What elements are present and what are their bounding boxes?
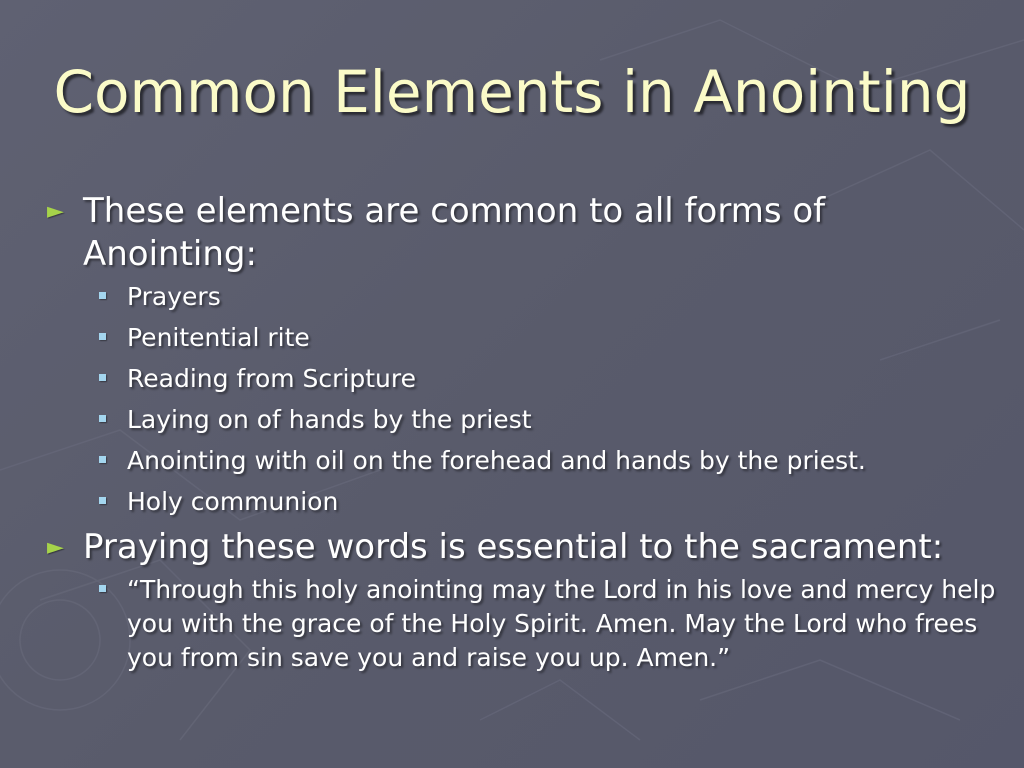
square-icon	[99, 585, 106, 592]
bullet-text: These elements are common to all forms of Anointing:	[83, 191, 826, 274]
list-item	[40, 444, 1000, 477]
list-item	[40, 362, 1000, 395]
list-item-text: Reading from Scripture	[127, 364, 417, 393]
square-icon	[99, 333, 106, 340]
slide-title: Common Elements in Anointing	[53, 58, 971, 126]
square-icon	[99, 497, 106, 504]
bullet-text: Praying these words is essential to the sacrament:	[83, 527, 944, 567]
list-item	[40, 403, 1000, 436]
list-item	[40, 573, 1000, 675]
list-item-text: Penitential rite	[127, 323, 310, 352]
slide-body	[40, 190, 1000, 683]
square-icon	[99, 456, 106, 463]
triangle-right-icon: ►	[47, 535, 64, 560]
sacrament-prayer-text: “Through this holy anointing may the Lord in his love and mercy help you with the grace of the Holy Spirit. Amen. May the Lord who frees you from sin save you and raise you up. Amen.”	[127, 575, 996, 672]
list-item	[40, 280, 1000, 313]
list-item	[40, 321, 1000, 354]
list-item-text: Laying on of hands by the priest	[127, 405, 532, 434]
square-icon	[99, 292, 106, 299]
square-icon	[99, 374, 106, 381]
bullet-common-elements	[40, 190, 1000, 276]
sacrament-prayer-list	[40, 573, 1000, 675]
bullet-essential-words	[40, 526, 1000, 569]
list-item-text: Prayers	[127, 282, 221, 311]
square-icon	[99, 415, 106, 422]
list-item-text: Anointing with oil on the forehead and hands by the priest.	[127, 446, 866, 475]
list-item-text: Holy communion	[127, 487, 339, 516]
list-item	[40, 485, 1000, 518]
common-elements-list	[40, 280, 1000, 518]
triangle-right-icon: ►	[47, 199, 64, 224]
